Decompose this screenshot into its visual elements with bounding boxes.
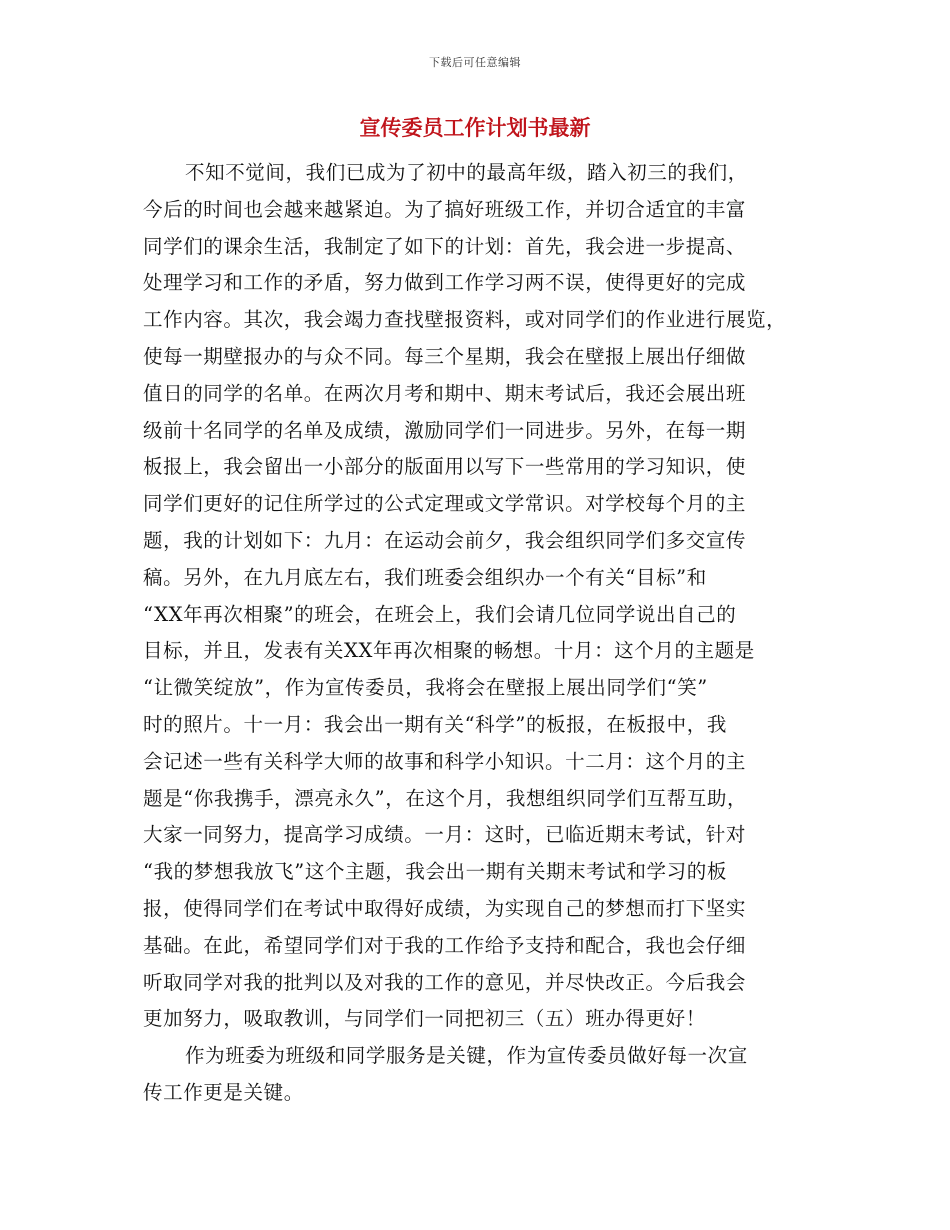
text-line: 板报上，我会留出一小部分的版面用以写下一些常用的学习知识，使: [143, 455, 747, 479]
header-note: 下载后可任意编辑: [429, 56, 521, 69]
text-line: 听取同学对我的批判以及对我的工作的意见，并尽快改正。今后我会: [143, 970, 747, 994]
text-line: 稿。另外，在九月底左右，我们班委会组织办一个有关“目标”和: [143, 565, 707, 589]
text-line: “XX年再次相聚”的班会，在班会上，我们会请几位同学说出自己的: [143, 602, 737, 626]
text-line: 级前十名同学的名单及成绩，激励同学们一同进步。另外，在每一期: [143, 418, 747, 442]
text-line: 更加努力，吸取教训，与同学们一同把初三（五）班办得更好！: [143, 1007, 706, 1031]
text-line: 传工作更是关键。: [143, 1080, 304, 1104]
text-line: 作为班委为班级和同学服务是关键，作为宣传委员做好每一次宣: [185, 1044, 748, 1068]
text-line: 时的照片。十一月：我会出一期有关“科学”的板报，在板报中，我: [143, 712, 727, 736]
document-title: 宣传委员工作计划书最新: [359, 116, 591, 140]
text-line: 处理学习和工作的矛盾，努力做到工作学习两不误，使得更好的完成: [143, 271, 747, 295]
text-line: “我的梦想我放飞”这个主题，我会出一期有关期末考试和学习的板: [143, 860, 727, 884]
text-line: 大家一同努力，提高学习成绩。一月：这时，已临近期末考试，针对: [143, 823, 747, 847]
text-line: 同学们的课余生活，我制定了如下的计划：首先，我会进一步提高、: [143, 234, 747, 258]
text-line: 题是“你我携手，漂亮永久”，在这个月，我想组织同学们互帮互助，: [143, 786, 748, 810]
text-line: 今后的时间也会越来越紧迫。为了搞好班级工作，并切合适宜的丰富: [143, 197, 747, 221]
text-line: 不知不觉间，我们已成为了初中的最高年级，踏入初三的我们，: [185, 161, 748, 184]
text-line: 目标，并且，发表有关XX年再次相聚的畅想。十月：这个月的主题是: [143, 639, 755, 663]
text-line: 工作内容。其次，我会竭力查找壁报资料，或对同学们的作业进行展览，: [143, 308, 787, 332]
paragraph-1: [143, 155, 803, 1038]
text-line: 报，使得同学们在考试中取得好成绩，为实现自己的梦想而打下坚实: [143, 896, 747, 920]
text-line: 题，我的计划如下：九月：在运动会前夕，我会组织同学们多交宣传: [143, 528, 747, 552]
text-line: 使每一期壁报办的与众不同。每三个星期，我会在壁报上展出仔细做: [143, 344, 747, 368]
text-line: 基础。在此，希望同学们对于我的工作给予支持和配合，我也会仔细: [143, 933, 747, 957]
paragraph-2: [143, 1038, 803, 1112]
text-line: 同学们更好的记住所学过的公式定理或文学常识。对学校每个月的主: [143, 492, 747, 516]
document-body: [143, 155, 803, 1112]
text-line: 值日的同学的名单。在两次月考和期中、期末考试后，我还会展出班: [143, 381, 747, 405]
text-line: 会记述一些有关科学大师的故事和科学小知识。十二月：这个月的主: [143, 749, 747, 773]
text-line: “让微笑绽放”，作为宣传委员，我将会在壁报上展出同学们“笑”: [143, 676, 708, 700]
